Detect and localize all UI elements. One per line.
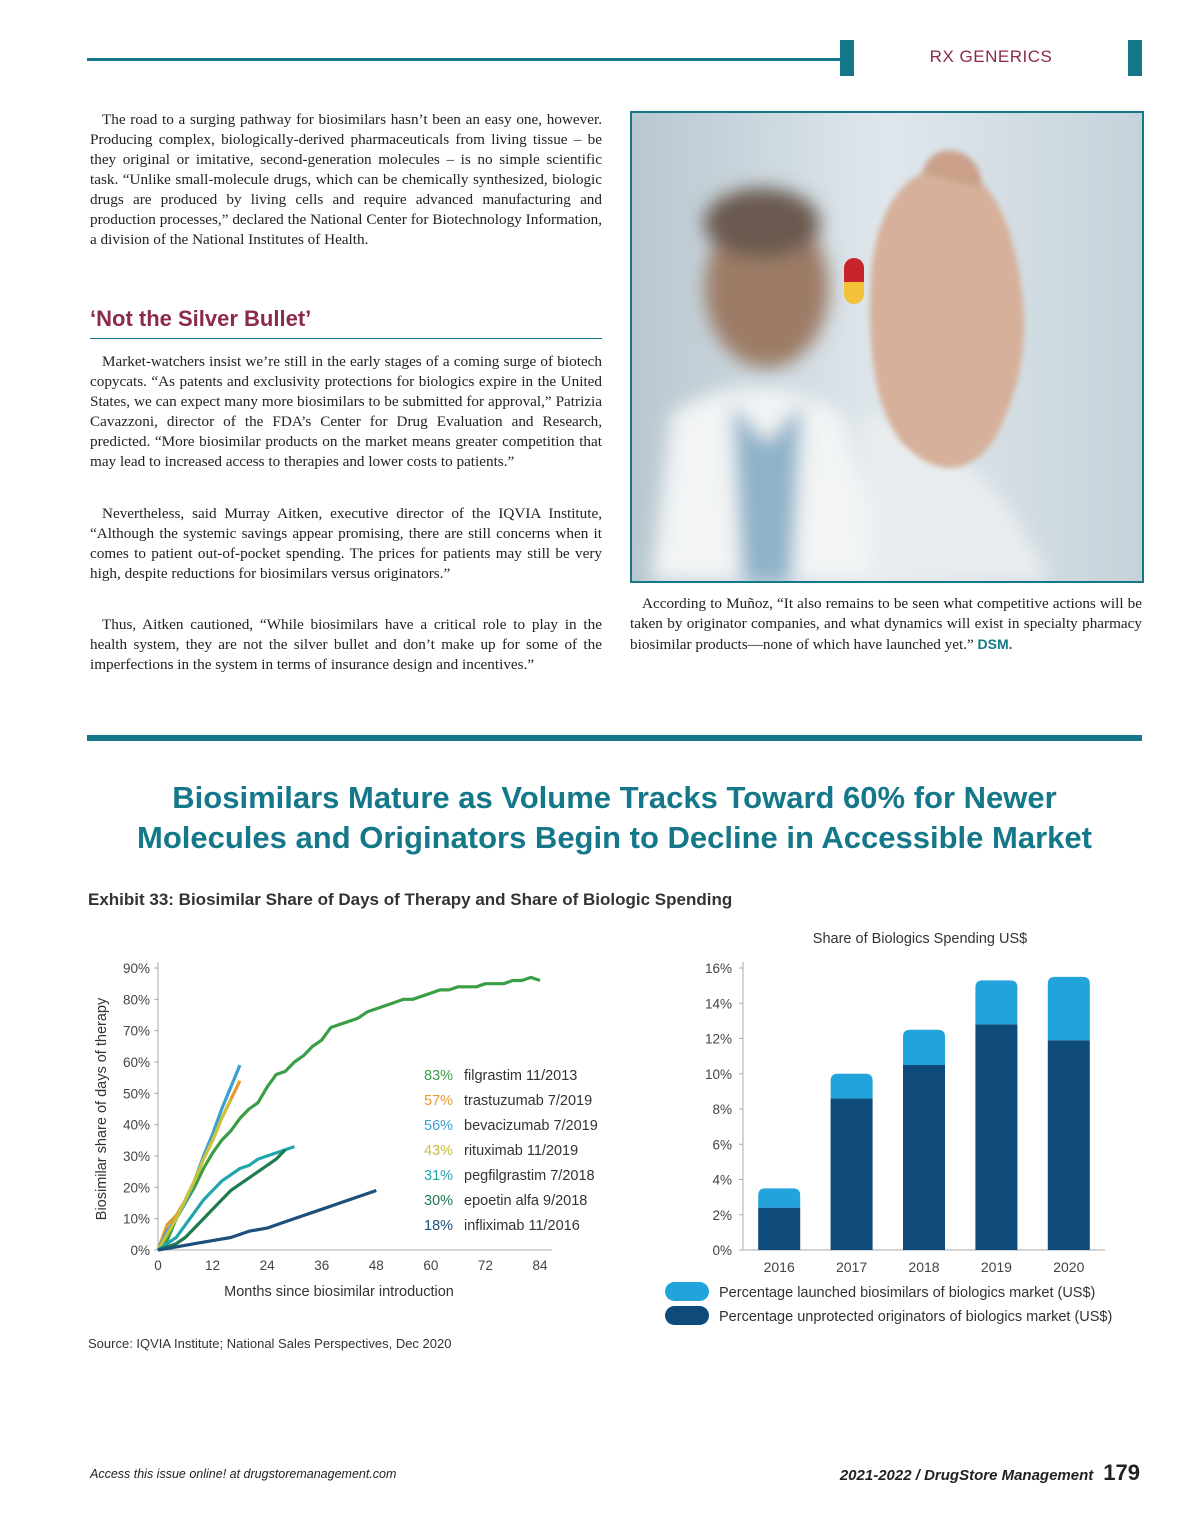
legend-series-name: rituximab 11/2019	[464, 1143, 579, 1159]
x-tick-label: 0	[154, 1258, 162, 1273]
y-tick-label: 0%	[130, 1243, 150, 1258]
article-paragraph-3: Nevertheless, said Murray Aitken, executive director of the IQVIA Institute, “Although the systemic savings appear promising, there are still concerns when it comes to patient out-of-pocket spending. The prices for patients may still be very high, despite reductions for biosimilars versus originators.”	[90, 505, 602, 582]
x-tick-label: 36	[314, 1258, 330, 1273]
legend-percent: 18%	[424, 1218, 454, 1234]
legend-label: Percentage launched biosimilars of biologics market (US$)	[719, 1285, 1096, 1301]
line-chart-series	[158, 977, 540, 1250]
series-line	[158, 977, 540, 1250]
paragraph-5-text: According to Muñoz, “It also remains to be seen what competitive actions will be taken by originator companies, and what dynamics will exist in specialty pharmacy biosimilar products—none of which have launched yet.”	[630, 595, 1142, 653]
bar-segment-originators	[975, 1024, 1017, 1250]
footer-publication-text: 2021-2022 / DrugStore Management	[839, 1467, 1094, 1484]
legend-percent: 43%	[424, 1143, 454, 1159]
article-paragraph-1: The road to a surging pathway for biosimilars hasn’t been an easy one, however. Producing complex, biologically-derived pharmaceuticals from living tissue – be they original or imitative, second-generation molecules – is no simple scientific task. “Unlike small-molecule drugs, which can be chemically synthesized, biologic drugs are produced by living cells and require advanced manufacturing and production processes,” declared the National Center for Biotechnology Information, a division of the National Institutes of Health.	[90, 111, 602, 248]
legend-series-name: epoetin alfa 9/2018	[464, 1193, 588, 1209]
article-paragraph-4: Thus, Aitken cautioned, “While biosimilars have a critical role to play in the health system, they are not the silver bullet and don’t make up for some of the imperfections in the system in terms of insurance design and incentives.”	[90, 616, 602, 673]
y-tick-label: 20%	[122, 1180, 150, 1196]
legend-swatch	[665, 1306, 709, 1325]
doctor-holding-pill-photo	[630, 111, 1144, 583]
y-tick-label: 10%	[122, 1211, 150, 1227]
bar-chart	[660, 925, 1160, 1345]
y-tick-label: 8%	[712, 1102, 732, 1117]
legend-swatch	[665, 1282, 709, 1301]
bar-chart-legend	[665, 1282, 1112, 1325]
signoff: DSM.	[977, 636, 1013, 652]
legend-percent: 57%	[424, 1093, 454, 1109]
header-rule	[87, 58, 842, 61]
y-tick-label: 6%	[712, 1137, 732, 1153]
exhibit-title: Exhibit 33: Biosimilar Share of Days of Therapy and Share of Biologic Spending	[88, 890, 733, 909]
headline-line-1: Biosimilars Mature as Volume Tracks Toward 60% for Newer	[172, 780, 1057, 815]
page-number: 179	[1103, 1460, 1140, 1485]
x-tick-label: 2019	[980, 1259, 1012, 1275]
headline-line-2: Molecules and Originators Begin to Decline in Accessible Market	[137, 820, 1092, 855]
article-paragraph-5	[630, 594, 1142, 655]
x-tick-label: 48	[368, 1258, 384, 1273]
line-chart-legend	[424, 1068, 598, 1234]
y-tick-label: 60%	[122, 1055, 150, 1070]
bar-chart-title: Share of Biologics Spending US$	[812, 931, 1028, 947]
bar-segment-originators	[831, 1098, 873, 1250]
y-tick-label: 16%	[704, 961, 732, 976]
y-tick-label: 30%	[122, 1149, 150, 1164]
y-axis-label: Biosimilar share of days of therapy	[94, 997, 110, 1221]
line-chart	[88, 950, 628, 1310]
series-line	[158, 1191, 376, 1251]
x-tick-label: 60	[423, 1258, 439, 1273]
photo-illustration	[632, 113, 1142, 581]
x-tick-label: 84	[532, 1258, 548, 1273]
article-paragraph-2: Market-watchers insist we’re still in the early stages of a coming surge of biotech copycats. “As patents and exclusivity protections for biologics expire in the United States, we can expect many more biosimilars to be submitted for approval,” Patrizia Cavazzoni, director of the FDA’s Center for Drug Evaluation and Research, predicted. “More biosimilar products on the market means greater competition that may lead to increased access to therapies and lower costs to patients.”	[90, 353, 602, 470]
y-tick-label: 4%	[712, 1172, 732, 1188]
exhibit-headline	[87, 778, 1142, 858]
y-tick-label: 2%	[712, 1207, 732, 1223]
y-tick-label: 70%	[122, 1023, 150, 1039]
bar-segment-biosimilars	[903, 1030, 945, 1065]
y-tick-label: 14%	[704, 996, 732, 1012]
x-tick-label: 24	[259, 1258, 275, 1273]
legend-series-name: filgrastim 11/2013	[464, 1068, 578, 1084]
footer-publication	[840, 1460, 1140, 1486]
x-tick-label: 72	[477, 1258, 493, 1273]
legend-label: Percentage unprotected originators of biologics market (US$)	[719, 1309, 1113, 1325]
y-tick-label: 90%	[122, 961, 150, 976]
x-axis-label: Months since biosimilar introduction	[224, 1284, 454, 1300]
header-accent-right	[1128, 40, 1142, 76]
bar-chart-bars	[758, 977, 1090, 1275]
footer-url: Access this issue online! at drugstoremanagement.com	[90, 1467, 397, 1481]
bar-segment-biosimilars	[975, 980, 1017, 1024]
x-tick-label: 2018	[908, 1259, 940, 1275]
bar-segment-biosimilars	[1048, 977, 1090, 1040]
y-tick-label: 80%	[122, 992, 150, 1008]
legend-percent: 56%	[424, 1118, 454, 1134]
legend-series-name: trastuzumab 7/2019	[464, 1093, 593, 1109]
x-tick-label: 12	[205, 1258, 221, 1273]
y-tick-label: 40%	[122, 1117, 150, 1133]
bar-segment-biosimilars	[758, 1188, 800, 1207]
y-tick-label: 10%	[704, 1066, 732, 1082]
y-tick-label: 12%	[704, 1031, 732, 1047]
section-divider	[87, 735, 1142, 741]
bar-segment-originators	[758, 1208, 800, 1250]
legend-series-name: bevacizumab 7/2019	[464, 1118, 598, 1134]
legend-percent: 31%	[424, 1168, 454, 1184]
y-tick-label: 50%	[122, 1086, 150, 1102]
legend-percent: 30%	[424, 1193, 454, 1209]
x-tick-label: 2017	[836, 1259, 868, 1275]
legend-series-name: infliximab 11/2016	[464, 1218, 580, 1234]
bar-segment-originators	[1048, 1040, 1090, 1250]
section-label: RX GENERICS	[929, 47, 1053, 66]
x-tick-label: 2020	[1053, 1259, 1085, 1275]
exhibit-source: Source: IQVIA Institute; National Sales Perspectives, Dec 2020	[88, 1336, 452, 1351]
y-tick-label: 0%	[712, 1243, 732, 1258]
header-accent-left	[840, 40, 854, 76]
bar-segment-biosimilars	[831, 1074, 873, 1099]
x-tick-label: 2016	[763, 1259, 795, 1275]
legend-series-name: pegfilgrastim 7/2018	[464, 1168, 595, 1184]
legend-percent: 83%	[424, 1068, 454, 1084]
subheading: ‘Not the Silver Bullet’	[90, 306, 602, 339]
bar-segment-originators	[903, 1065, 945, 1250]
